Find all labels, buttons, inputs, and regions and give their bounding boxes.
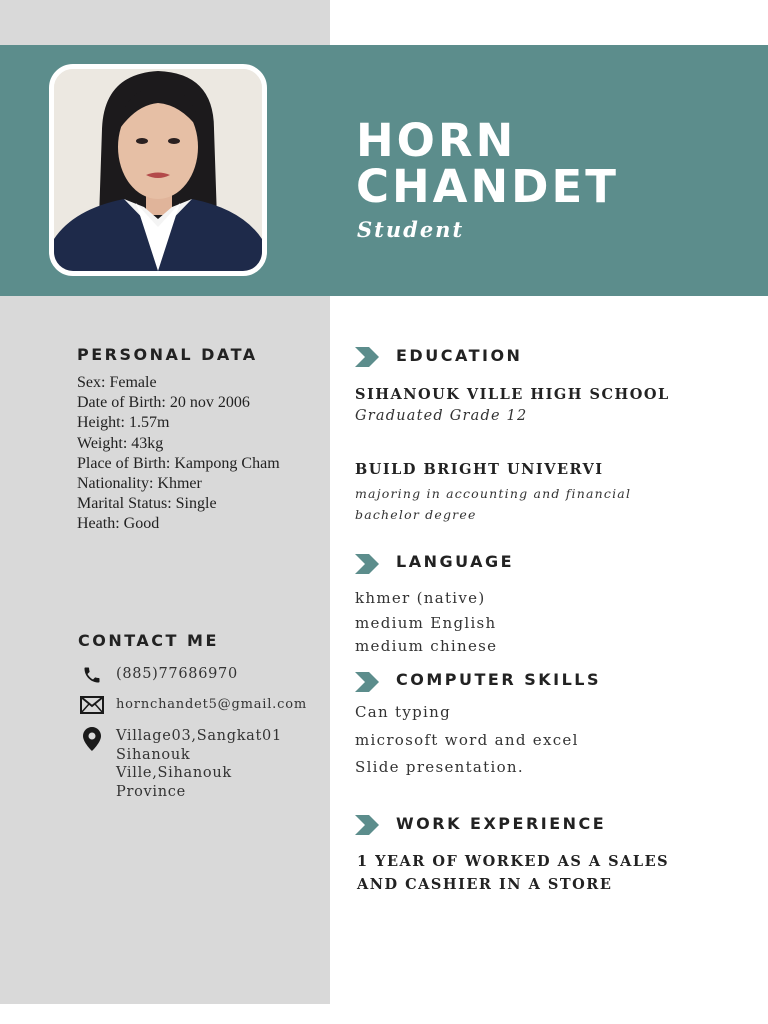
personal-data-item: Weight: 43kg: [77, 434, 164, 452]
envelope-icon: [79, 696, 105, 718]
phone-number: (885)77686970: [116, 666, 238, 682]
skill-item: Can typing: [355, 703, 452, 721]
full-name: [356, 114, 619, 213]
personal-data-item: Sex: Female: [77, 374, 157, 391]
education-school: BUILD BRIGHT UNIVERVI: [355, 461, 604, 478]
first-name: HORN: [356, 114, 517, 167]
language-item: medium chinese: [355, 637, 498, 655]
profile-photo: [49, 64, 267, 276]
location-pin-icon: [79, 727, 105, 749]
skill-item: microsoft word and excel: [355, 731, 579, 749]
contact-address: [79, 727, 291, 801]
language-item: khmer (native): [355, 589, 486, 607]
computer-skills-title: COMPUTER SKILLS: [396, 670, 602, 689]
work-experience-text: 1 YEAR OF WORKED AS A SALES AND CASHIER IN A STORE: [357, 853, 670, 893]
address: Village03,Sangkat01 Sihanouk Ville,Sihanouk Province: [116, 728, 282, 800]
job-title: Student: [357, 217, 465, 242]
education-title: EDUCATION: [396, 346, 523, 365]
personal-data-item: Date of Birth: 20 nov 2006: [77, 394, 250, 412]
work-experience-chevron-icon: [355, 815, 383, 835]
education-detail: Graduated Grade 12: [355, 408, 528, 424]
computer-skills-chevron-icon: [355, 672, 383, 692]
contact-phone: [79, 665, 238, 687]
personal-data-item: Marital Status: Single: [77, 495, 217, 513]
language-item: medium English: [355, 614, 497, 632]
skill-item: Slide presentation.: [355, 758, 524, 776]
personal-data-title: PERSONAL DATA: [77, 345, 258, 364]
phone-icon: [79, 665, 105, 687]
personal-data-item: Height: 1.57m: [77, 414, 170, 432]
last-name: CHANDET: [356, 160, 619, 213]
education-chevron-icon: [355, 347, 383, 367]
contact-title: CONTACT ME: [78, 631, 219, 650]
language-title: LANGUAGE: [396, 552, 515, 571]
personal-data-item: Heath: Good: [77, 515, 160, 533]
education-school: SIHANOUK VILLE HIGH SCHOOL: [355, 386, 670, 403]
email-address: hornchandet5@gmail.com: [116, 697, 307, 712]
work-experience-title: WORK EXPERIENCE: [396, 814, 607, 833]
personal-data-list: [77, 373, 297, 535]
contact-email: [79, 696, 307, 718]
personal-data-item: Place of Birth: Kampong Cham: [77, 454, 280, 472]
language-chevron-icon: [355, 554, 383, 574]
education-detail: majoring in accounting and financial bachelor degree: [355, 486, 632, 522]
personal-data-item: Nationality: Khmer: [77, 475, 202, 493]
